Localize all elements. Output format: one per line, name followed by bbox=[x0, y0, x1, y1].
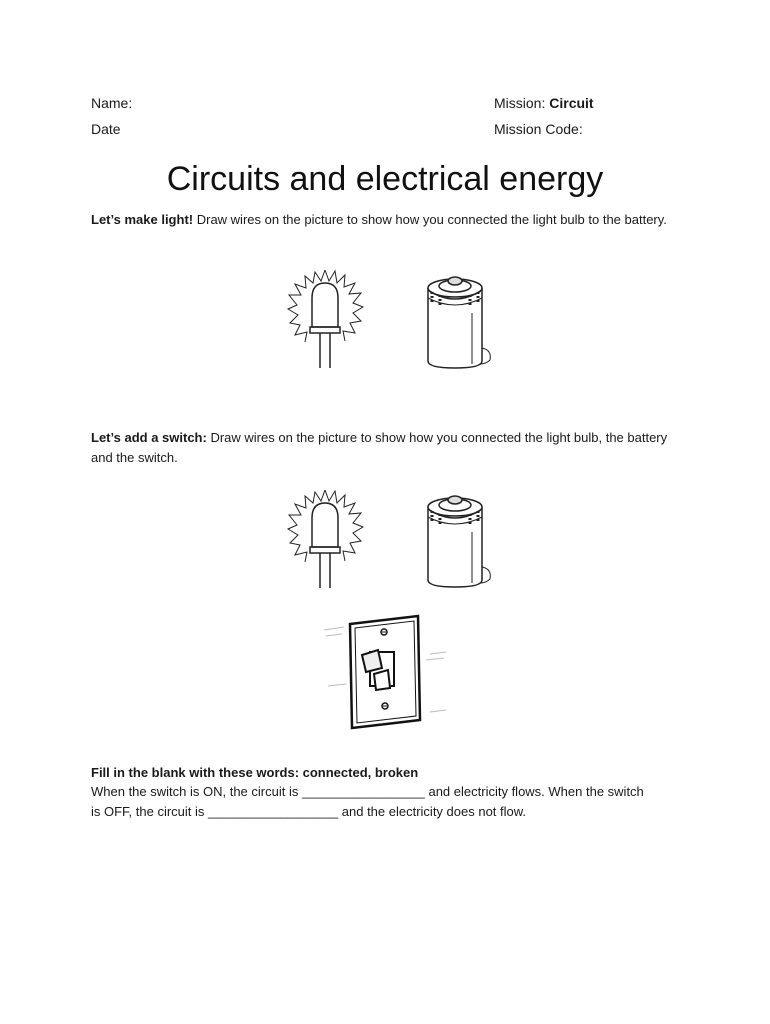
battery-illustration bbox=[420, 268, 500, 373]
mission-code-label: Mission Code: bbox=[494, 121, 583, 137]
mission-value: Circuit bbox=[549, 95, 594, 111]
mission-label: Mission: bbox=[494, 95, 546, 111]
instruction-text: Draw wires on the picture to show how you connected the light bulb to the battery. bbox=[193, 212, 667, 227]
light-bulb-illustration bbox=[285, 265, 365, 370]
fill-blank-text: When the switch is ON, the circuit is _________________ and electricity flows. When the switch is OFF, the circuit is __________________ and the electricity does not flow. bbox=[91, 784, 644, 819]
instruction-lead: Let’s add a switch: bbox=[91, 430, 207, 445]
mission-field bbox=[494, 95, 594, 111]
light-bulb-illustration bbox=[285, 485, 365, 590]
name-label: Name: bbox=[91, 95, 133, 111]
instruction-lead: Let’s make light! bbox=[91, 212, 194, 227]
battery-illustration bbox=[420, 487, 500, 592]
instruction-text: Draw wires on the picture to show how you connected the light bulb, the battery and the switch. bbox=[91, 430, 668, 465]
light-switch-illustration bbox=[322, 612, 452, 732]
instruction-make-light bbox=[91, 210, 681, 230]
date-label: Date bbox=[91, 121, 121, 137]
fill-blank-heading: Fill in the blank with these words: connected, broken bbox=[91, 765, 419, 780]
page-title: Circuits and electrical energy bbox=[166, 160, 604, 198]
instruction-add-switch bbox=[91, 428, 681, 468]
